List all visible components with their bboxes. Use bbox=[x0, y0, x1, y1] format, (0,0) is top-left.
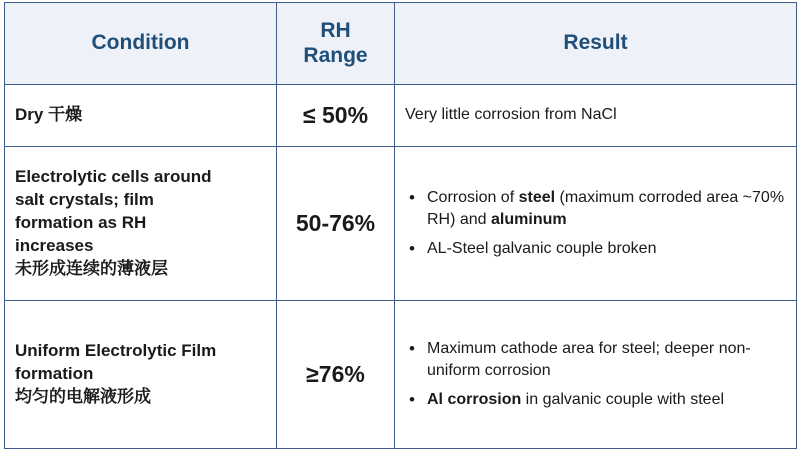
condition-line: formation as RH bbox=[15, 213, 147, 233]
condition-line: Electrolytic cells around bbox=[15, 167, 212, 187]
condition-text-dry: Dry 干燥 bbox=[15, 105, 83, 125]
table-header-row bbox=[5, 3, 797, 85]
list-item bbox=[405, 187, 786, 232]
cell-rh-range-dry: ≤ 50% bbox=[277, 85, 395, 147]
condition-line: increases bbox=[15, 235, 94, 255]
rh-corrosion-table bbox=[4, 2, 797, 449]
table-body bbox=[5, 85, 797, 449]
bullet-text-part: AL-Steel galvanic couple broken bbox=[427, 239, 657, 257]
cell-condition-dry bbox=[5, 85, 277, 147]
cell-rh-range-high: ≥76% bbox=[277, 301, 395, 449]
bullet-text-part: Corrosion of bbox=[427, 188, 519, 206]
cell-rh-range-mid: 50-76% bbox=[277, 147, 395, 301]
cell-result-high bbox=[395, 301, 797, 449]
column-header-rh-range-line2: Range bbox=[303, 43, 368, 67]
condition-line: formation bbox=[15, 364, 94, 384]
list-item bbox=[405, 338, 786, 383]
list-item bbox=[405, 389, 786, 411]
bullet-text-bold: steel bbox=[518, 188, 556, 206]
column-header-result: Result bbox=[395, 3, 797, 85]
result-text-dry: Very little corrosion from NaCl bbox=[405, 106, 617, 124]
bullet-text-part: in galvanic couple with steel bbox=[521, 390, 725, 408]
cell-result-dry bbox=[395, 85, 797, 147]
table-row bbox=[5, 147, 797, 301]
table-row bbox=[5, 301, 797, 449]
cell-result-mid bbox=[395, 147, 797, 301]
cell-condition-mid bbox=[5, 147, 277, 301]
condition-line: Uniform Electrolytic Film bbox=[15, 341, 217, 361]
condition-line-chinese: 未形成连续的薄液层 bbox=[15, 258, 168, 278]
list-item bbox=[405, 238, 786, 260]
bullet-text-part: Maximum cathode area for steel; deeper non-uniform corrosion bbox=[427, 339, 751, 380]
bullet-text-bold: Al corrosion bbox=[427, 390, 522, 408]
condition-line: salt crystals; film bbox=[15, 190, 154, 210]
bullet-text-bold: aluminum bbox=[491, 211, 567, 229]
result-bullet-list bbox=[405, 187, 786, 260]
result-bullet-list bbox=[405, 338, 786, 411]
column-header-rh-range-line1: RH bbox=[320, 19, 351, 43]
column-header-rh-range bbox=[277, 3, 395, 85]
column-header-condition: Condition bbox=[5, 3, 277, 85]
bullet-text-part: (maximum corroded area ~70% RH) and bbox=[427, 188, 785, 229]
cell-condition-high bbox=[5, 301, 277, 449]
table-header bbox=[5, 3, 797, 85]
table-row bbox=[5, 85, 797, 147]
condition-line-chinese: 均匀的电解液形成 bbox=[15, 386, 151, 406]
